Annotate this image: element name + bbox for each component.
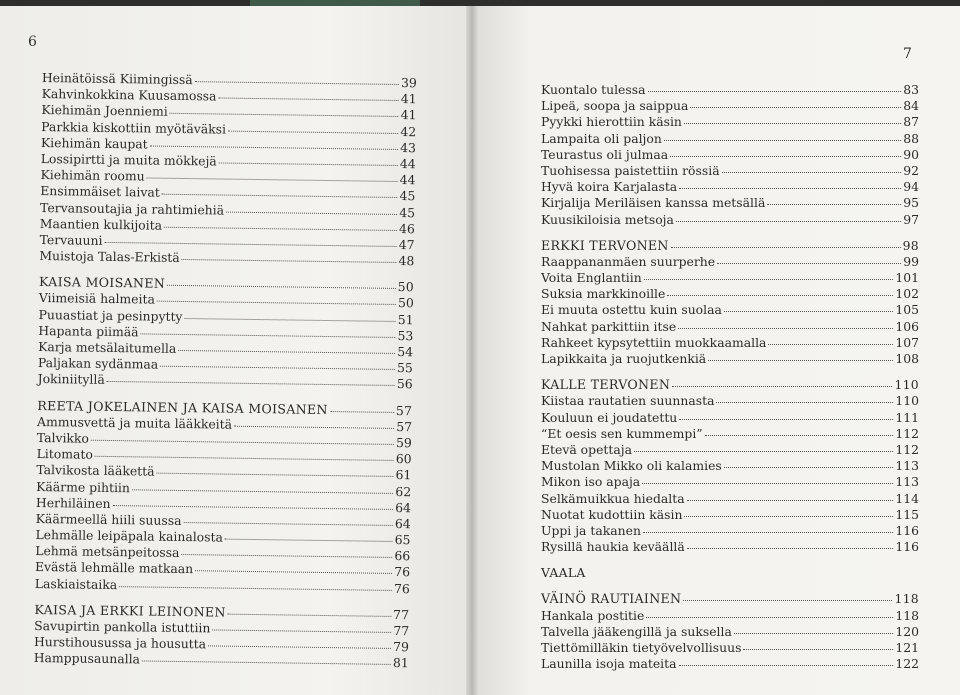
toc-entry [35,576,410,597]
toc-leader-dots [141,322,396,338]
toc-entry-title: Voita Englantiin [541,270,642,286]
toc-leader-dots [142,650,391,665]
toc-entry-title: Laskiaistaika [34,575,118,592]
toc-entry-page: 87 [903,114,919,130]
toc-entry [541,351,919,367]
toc-left-column [34,70,417,672]
toc-entry-page: 83 [903,82,919,97]
toc-leader-dots [683,589,892,601]
toc-entry-page: 56 [396,376,413,392]
right-page-number: 7 [903,46,912,62]
toc-leader-dots [670,145,901,157]
toc-entry-page: 43 [400,139,417,155]
toc-entry [541,539,919,555]
toc-leader-dots [734,622,894,634]
toc-leader-dots [687,489,894,501]
toc-entry-page: 54 [397,343,414,360]
toc-leader-dots [708,349,893,361]
toc-leader-dots [646,606,893,618]
toc-leader-dots [634,440,893,452]
toc-leader-dots [768,333,893,345]
toc-entry-page: 113 [895,458,919,474]
toc-leader-dots [218,87,399,102]
toc-entry-title: ERKKI TERVONEN [541,237,669,253]
toc-entry-page: 47 [398,236,415,253]
toc-entry-title: Lehmälle leipäpala kainalosta [35,527,224,545]
toc-entry-title: Uppi ja takanen [541,522,641,538]
toc-entry-page: 46 [398,220,415,236]
toc-leader-dots [667,284,893,296]
toc-entry-title: Etevä opettaja [541,441,632,457]
toc-entry-page: 95 [903,195,919,211]
toc-leader-dots [228,119,399,133]
toc-entry-title: Kiehimän roomu [40,167,145,184]
toc-leader-dots [643,521,893,533]
toc-entry-page: 64 [395,499,412,515]
toc-entry-page: 41 [400,91,417,107]
toc-entry-page: 112 [895,441,919,457]
toc-entry-title: Lossipirtti ja muita mökkejä [40,150,217,169]
toc-leader-dots [724,456,894,468]
toc-entry-page: 99 [903,253,919,269]
toc-entry-title: Ensimmäiset laivat [40,183,160,200]
toc-entry-page: 118 [895,607,919,623]
toc-entry-title: Herhiläinen [35,494,111,511]
toc-leader-dots [724,300,893,312]
toc-entry-title: KAISA MOISANEN [38,274,166,291]
toc-entry-page: 120 [895,623,919,639]
toc-leader-dots [170,102,399,117]
toc-entry-page: 115 [895,506,919,522]
toc-entry-title: Kirjalija Meriläisen kanssa metsällä [541,195,766,211]
region-heading: VAALA [541,565,586,581]
toc-entry-title: Karja metsälaitumella [38,338,177,356]
toc-entry-title: Ei muuta ostettu kuin suolaa [541,302,722,318]
toc-entry-page: 61 [395,467,412,483]
toc-entry-title: Kiistaa rautatien suunnasta [541,393,715,409]
toc-entry-page: 60 [395,451,412,467]
toc-entry-page: 108 [895,351,919,366]
toc-entry-title: Tervansoutajia ja rahtimiehiä [39,199,225,218]
toc-right-group-2 [541,591,919,672]
toc-leader-dots [648,80,902,92]
toc-entry-title: Tervauuni [39,231,103,248]
toc-entry-title: Kouluun ei joudatettu [541,409,678,425]
toc-leader-dots [182,248,397,263]
toc-entry-title: Rahkeet kypsytettiin muokkaamalla [541,334,767,350]
toc-entry-page: 90 [903,146,919,162]
toc-leader-dots [678,317,893,329]
toc-leader-dots [664,129,901,141]
toc-entry-page: 53 [397,327,414,344]
toc-leader-dots [162,183,398,198]
toc-entry-title: Kiehimän Joenniemi [41,102,168,120]
toc-entry-title: Kahvinkokkina Kuusamossa [41,86,217,104]
toc-leader-dots [167,274,396,289]
toc-leader-dots [178,339,395,354]
toc-leader-dots [679,408,893,420]
toc-entry-title: Lipeä, soopa ja saippua [541,98,689,114]
toc-leader-dots [160,355,395,370]
toc-entry-page: 39 [400,75,417,91]
toc-leader-dots [679,654,894,666]
toc-entry-title: Savupirtin pankolla istuttiin [34,617,211,636]
toc-entry-title: Mustolan Mikko oli kalamies [541,458,722,474]
toc-leader-dots [690,96,901,108]
toc-entry-page: 116 [895,522,919,538]
toc-entry-title: Puuastiat ja pesinpytty [38,306,183,324]
toc-entry-title: Launilla isoja mateita [541,656,677,672]
toc-entry-page: 118 [894,591,919,607]
toc-entry-title: Käärmeellä hiili suussa [35,510,182,528]
toc-leader-dots [717,252,901,264]
toc-entry-title: Suksia markkinoille [541,286,666,302]
toc-entry-title: Paljakan sydänmaa [37,355,159,372]
toc-leader-dots [644,268,894,280]
toc-entry-page: 112 [895,425,919,441]
toc-leader-dots [676,210,901,222]
toc-entry-title: Talvella jääkengillä ja suksella [541,623,732,639]
toc-entry-page: 45 [399,188,416,204]
toc-entry-title: KAISA JA ERKKI LEINONEN [34,601,226,620]
toc-entry-title: Pyykki hierottiin käsin [541,114,682,130]
toc-entry-page: 44 [399,155,416,172]
toc-entry [541,212,919,228]
toc-leader-dots [132,478,394,494]
toc-entry-title: Jokiniityllä [37,371,105,388]
toc-entry-title: Kuusikiloisia metsoja [541,211,674,227]
toc-entry-title: Litomato [36,446,93,462]
toc-entry-page: 79 [393,639,410,655]
toc-entry-title: VÄINÖ RAUTIAINEN [541,591,682,607]
toc-leader-dots [684,112,901,124]
toc-entry-page: 62 [395,483,412,499]
toc-entry-title: Ammusvettä ja muita lääkkeitä [36,413,233,432]
toc-entry-title: Mikon iso apaja [541,474,641,490]
toc-right-column [541,82,919,672]
toc-entry-page: 106 [895,318,919,334]
toc-leader-dots [181,543,392,558]
toc-entry-title: KALLE TERVONEN [541,377,671,393]
toc-entry-title: Kuontalo tulessa [541,82,646,97]
toc-leader-dots [234,414,394,428]
toc-entry-title: Maantien kulkijoita [39,215,163,233]
toc-entry-page: 41 [400,107,417,123]
toc-entry-page: 81 [392,655,409,671]
book-gutter [466,6,478,695]
toc-entry-page: 110 [894,377,919,393]
toc-entry-page: 59 [395,434,412,451]
toc-entry-page: 50 [397,295,414,311]
toc-entry-title: Heinätöissä Kiimingissä [41,70,193,88]
toc-entry-title: Talvikosta lääkettä [36,462,155,479]
toc-leader-dots [684,505,893,517]
toc-leader-dots [226,200,397,214]
toc-entry-title: Tiettömilläkin tietyövelvollisuus [541,640,742,655]
toc-entry-page: 76 [393,580,410,596]
left-page-number: 6 [28,34,37,50]
toc-leader-dots [195,70,400,85]
toc-entry-title: Lapikkaita ja ruojutkenkiä [541,351,707,366]
toc-leader-dots [119,575,392,591]
toc-entry-page: 65 [394,532,411,548]
toc-entry-title: Raappananmäen suurperhe [541,253,716,269]
toc-entry-page: 107 [895,334,919,350]
toc-entry-page: 55 [396,360,413,376]
toc-leader-dots [208,635,391,650]
toc-entry-title: Talvikko [36,429,90,446]
toc-right-group-1 [541,82,919,555]
toc-entry-page: 101 [895,270,919,286]
toc-entry-page: 97 [903,211,919,227]
toc-entry-title: Hankala postitie [541,607,645,623]
toc-leader-dots [147,167,398,183]
toc-entry-page: 122 [895,656,919,672]
toc-entry-page: 44 [399,172,416,188]
toc-entry-page: 94 [903,179,919,195]
toc-entry-page: 48 [398,253,415,269]
toc-leader-dots [164,215,397,230]
toc-leader-dots [113,494,394,510]
toc-entry-page: 51 [397,311,414,327]
toc-leader-dots [743,638,893,650]
toc-entry-title: Selkämuikkua hiedalta [541,490,685,506]
toc-entry-title: REETA JOKELAINEN JA KAISA MOISANEN [37,397,328,417]
toc-entry-page: 114 [895,490,919,506]
toc-entry-page: 88 [903,130,919,146]
toc-entry-page: 66 [394,548,411,564]
toc-entry-page: 42 [400,123,417,139]
toc-entry [541,656,919,672]
toc-entry-title: “Et oesis sen kummempi” [541,425,703,441]
toc-entry-page: 57 [396,418,413,434]
toc-leader-dots [687,537,894,549]
toc-entry-page: 98 [902,237,919,253]
toc-entry-page: 45 [399,204,416,220]
toc-entry-page: 121 [895,640,919,655]
toc-entry-title: Lampaita oli paljon [541,130,662,146]
toc-leader-dots [672,375,892,387]
toc-entry-title: Hamppusaunalla [33,650,141,667]
toc-leader-dots [679,177,901,189]
toc-leader-dots [228,602,391,616]
toc-leader-dots [716,391,893,403]
toc-leader-dots [767,193,901,205]
toc-entry-page: 110 [895,393,919,409]
toc-leader-dots [184,307,395,322]
toc-entry-page: 116 [895,539,919,555]
toc-entry-page: 57 [395,402,413,418]
toc-entry-title: Hurstihousussa ja housutta [33,634,207,652]
toc-entry-page: 105 [895,302,919,318]
toc-entry-title: Kiehimän kaupat [40,134,148,152]
toc-entry-page: 64 [394,515,411,532]
toc-entry-title: Nahkat parkittiin itse [541,318,677,334]
toc-entry-title: Nuotat kudottiin käsin [541,506,683,522]
toc-entry-page: 50 [397,279,415,295]
toc-entry-page: 102 [895,286,919,302]
toc-entry-title: Hyvä koira Karjalasta [541,179,678,195]
toc-leader-dots [671,236,901,248]
toc-leader-dots [157,462,394,477]
toc-leader-dots [157,290,396,305]
toc-leader-dots [722,161,902,173]
toc-leader-dots [219,151,398,166]
toc-entry-title: Muistoja Talas-Erkistä [39,248,180,266]
toc-entry-page: 84 [903,98,919,114]
toc-leader-dots [184,511,394,526]
toc-leader-dots [195,560,392,575]
toc-leader-dots [642,472,893,484]
toc-entry-title: Hapanta piimää [38,322,139,340]
toc-entry-title: Parkkia kiskottiin myötäväksi [41,118,227,137]
toc-leader-dots [705,424,894,436]
toc-entry-title: Lehmä metsänpeitossa [35,543,180,561]
toc-entry-page: 77 [392,606,410,622]
toc-entry-title: Evästä lehmälle matkaan [34,559,194,577]
toc-entry-title: Rysillä haukia keväällä [541,539,685,555]
toc-leader-dots [212,618,391,632]
toc-entry-page: 77 [393,622,410,639]
toc-entry [39,248,414,269]
toc-leader-dots [150,134,399,149]
toc-entry-page: 76 [394,564,411,580]
toc-entry-page: 111 [895,409,919,425]
toc-entry-title: Viimeisiä halmeita [38,290,156,308]
toc-leader-dots [330,400,394,413]
toc-leader-dots [225,528,393,542]
toc-entry-title: Teurastus oli julmaa [541,146,669,162]
toc-entry-page: 113 [895,474,919,490]
toc-entry-page: 92 [903,162,919,178]
toc-entry [38,371,413,392]
toc-entry-title: Tuohisessa paistettiin rössiä [541,162,720,178]
toc-entry-title: Käärme pihtiin [36,478,131,495]
